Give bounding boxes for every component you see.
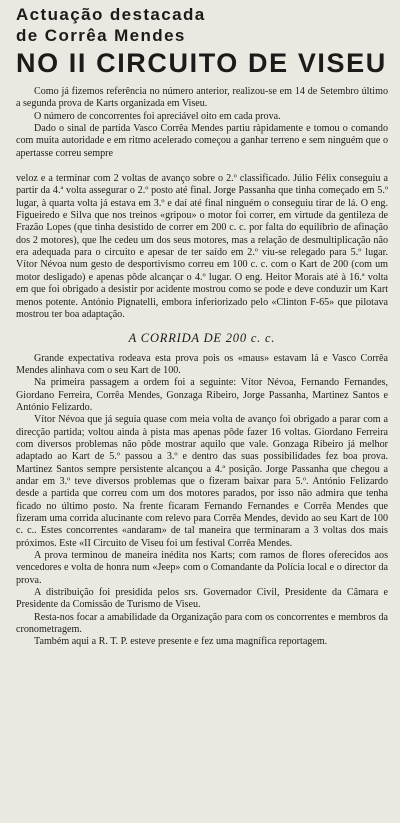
section-body — [16, 353, 388, 649]
section-paragraph: A distribuição foi presidida pelos srs. Governador Civil, Presidente da Câmara e Presidente da Comissão de Turismo de Viseu. — [16, 587, 388, 611]
continuation-paragraph: veloz e a terminar com 2 voltas de avanço sobre o 2.º classificado. Júlio Félix conseguiu a partir da 4.ª volta assegurar o 2.º posto até final. Jorge Passanha que tinha começado em 5.º lugar, à quarta volta já estava em 3.º e daí até final ninguém o conseguiu tirar de lá. O eng. Figueiredo e Silva que nos treinos «gripou» o motor foi correr, em virtude da gentileza de Frazão Lopes (que tinha desistido de correr em 200 c. c. por falta do equilíbrio de afinação dos 2 motores), que lhe cedeu um dos seus motores, mas a relação de desmultiplicação não era adequada para o circuito e apesar de ter saído em 2.º viu-se relegado para 5.º lugar. Vítor Névoa num gesto de desportivismo correu em 100 c. c. com o Kart de 200 (com um motor desligado) e apenas pôde alcançar o 4.º lugar. O eng. Heitor Morais até à 16.ª volta em que foi obrigado a desistir por acidente mostrou como se pode e deve conduzir um Kart menos potente. António Pignatelli, embora inferiorizado pelo «Clinton F-65» que pilotava mostrou ter boa adaptação. — [16, 173, 388, 320]
intro-block — [16, 86, 388, 160]
kicker-line-2: de Corrêa Mendes — [16, 26, 186, 45]
section-paragraph: Grande expectativa rodeava esta prova pois os «maus» estavam lá e Vasco Corrêa Mendes alinhava com o seu Kart de 100. — [16, 352, 388, 376]
section-paragraph: Também aqui a R. T. P. esteve presente e fez uma magnífica reportagem. — [34, 636, 328, 648]
section-paragraph: Resta-nos focar a amabilidade da Organização para com os concorrentes e membros da cronometragem. — [16, 611, 388, 636]
section-gap — [16, 160, 388, 173]
section-paragraph: Na primeira passagem a ordem foi a seguinte: Vítor Névoa, Fernando Fernandes, Giordano Ferreira, Corrêa Mendes, Gonzaga Ribeiro, Jorge Passanha, Martinez Santos e António Felizardo. — [16, 377, 388, 413]
section-title: A CORRIDA DE 200 c. c. — [128, 331, 276, 346]
headline: NO II CIRCUITO DE VISEU — [16, 48, 387, 78]
section-paragraph: A prova terminou de maneira inédita nos Karts; com ramos de flores oferecidos aos vencedores e volta de honra num «Jeep» com o Comandante da Polícia local e o director da prova. — [16, 550, 388, 586]
kicker-line-1: Actuação destacada — [16, 5, 206, 24]
intro-paragraph: Como já fizemos referência no número anterior, realizou-se em 14 de Setembro último a segunda prova de Karts organizada em Viseu. — [16, 86, 388, 110]
intro-paragraph: O número de concorrentes foi apreciável oito em cada prova. — [34, 110, 281, 122]
section-paragraph: Vítor Névoa que já seguia quase com meia volta de avanço foi obrigado a parar com a direcção partida; voltou ainda à pista mas apenas pôde fazer 16 voltas. Giordano Ferreira com diversos problemas não pôde mostrar aquilo que vale. Gonzaga Ribeiro já melhor adaptado ao Kart de 5.º passou a 3.º e dentro das suas possibilidades fez boa prova. Martinez Santos sempre persistente alcançou a 4.ª posição. Jorge Passanha que chegou a andar em 3.º teve diversos problemas que o fizeram baixar para 5.º. António Felizardo desde a partida que correu com um dos motores parados, por isso não admira que tenha ficado no último posto. Na frente ficaram Fernando Fernandes e Corrêa Mendes que fizeram uma corrida alucinante com relevo para Corrêa Mendes, devido ao seu Kart de 100 c. c.. Estes concorrentes «andaram» de tal maneira que terminaram a 3 voltas dos mais próximos. Este «II Circuito de Viseu foi um festival Corrêa Mendes. — [16, 414, 388, 549]
article-header — [16, 4, 388, 78]
intro-paragraph: Dado o sinal de partida Vasco Corrêa Mendes partiu ràpidamente e tomou o comando com muita autoridade e em ritmo acelerado começou a ganhar terreno e sem ninguém que o apertasse correu sempre — [16, 123, 388, 159]
